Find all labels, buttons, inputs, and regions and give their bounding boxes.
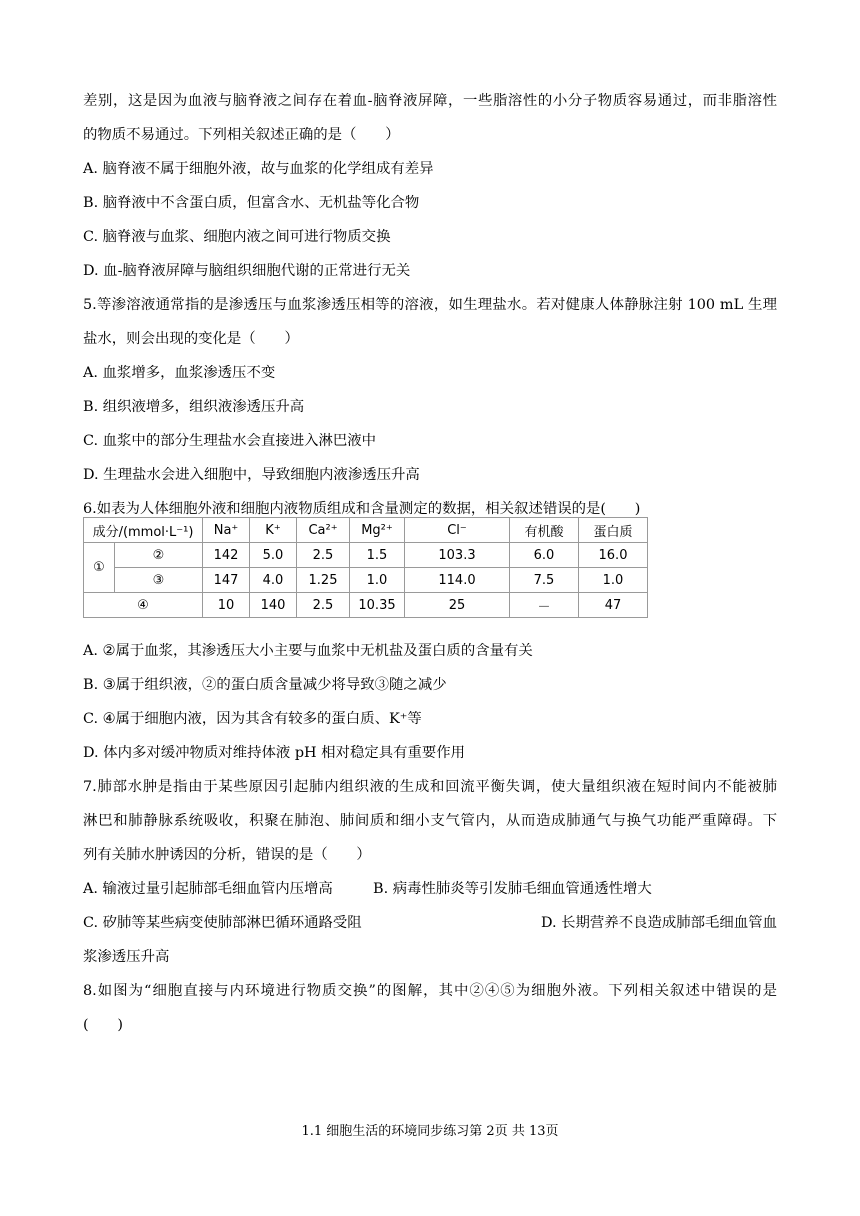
table-row [84, 593, 648, 618]
table-cell: 4.0 [250, 568, 297, 593]
table-header-cell: Cl⁻ [405, 518, 510, 543]
q7-option-d-continued: 浆渗透压升高 [83, 949, 170, 965]
table-cell: 114.0 [405, 568, 510, 593]
table-cell: 10.35 [350, 593, 405, 618]
q6-option-a: A. ②属于血浆，其渗透压大小主要与血浆中无机盐及蛋白质的含量有关 [83, 643, 533, 659]
q7-option-d: D. 长期营养不良造成肺部毛细血管血 [540, 915, 777, 931]
table-row-label: ③ [115, 568, 203, 593]
table-header-cell: Mg²⁺ [350, 518, 405, 543]
table-cell: 2.5 [297, 543, 350, 568]
q7-option-a: A. 输液过量引起肺部毛细血管内压增高 [83, 881, 333, 897]
q5-option-c: C. 血浆中的部分生理盐水会直接进入淋巴液中 [83, 433, 377, 449]
q7-stem-line-2: 淋巴和肺静脉系统吸收，积聚在肺泡、肺间质和细小支气管内，从而造成肺通气与换气功能严重障碍。下 [83, 813, 777, 829]
q4-stem-line-2: 的物质不易通过。下列相关叙述正确的是（ ） [83, 127, 400, 143]
q6-stem: 6.如表为人体细胞外液和细胞内液物质组成和含量测定的数据，相关叙述错误的是( ) [83, 501, 641, 517]
q7-stem-line-1: 7.肺部水肿是指由于某些原因引起肺内组织液的生成和回流平衡失调，使大量组织液在短时间内不能被肺 [83, 779, 777, 795]
table-cell: 47 [579, 593, 648, 618]
q4-option-d: D. 血-脑脊液屏障与脑组织细胞代谢的正常进行无关 [83, 263, 411, 279]
table-header-cell: Ca²⁺ [297, 518, 350, 543]
table-header-cell: 蛋白质 [579, 518, 648, 543]
table-row [84, 543, 648, 568]
q4-option-a: A. 脑脊液不属于细胞外液，故与血浆的化学组成有差异 [83, 161, 434, 177]
table-header-row [84, 518, 648, 543]
q5-stem-line-1: 5.等渗溶液通常指的是渗透压与血浆渗透压相等的溶液，如生理盐水。若对健康人体静脉注射 100 mL 生理 [83, 297, 777, 313]
q6-option-d: D. 体内多对缓冲物质对维持体液 pH 相对稳定具有重要作用 [83, 745, 466, 761]
table-header-cell: Na⁺ [203, 518, 250, 543]
table-cell: 1.0 [350, 568, 405, 593]
table-cell: 103.3 [405, 543, 510, 568]
table-cell: 10 [203, 593, 250, 618]
table-group-label: ① [84, 543, 115, 593]
table-cell: 5.0 [250, 543, 297, 568]
q7-options-row-1 [83, 879, 777, 899]
table-cell: － [510, 593, 579, 618]
q4-option-b: B. 脑脊液中不含蛋白质，但富含水、无机盐等化合物 [83, 195, 420, 211]
q7-stem-line-3: 列有关肺水肿诱因的分析，错误的是（ ） [83, 847, 371, 863]
page-footer: 1.1 细胞生活的环境同步练习第 2页 共 13页 [301, 1124, 559, 1139]
table-cell: 142 [203, 543, 250, 568]
q4-stem-line-1: 差别，这是因为血液与脑脊液之间存在着血-脑脊液屏障，一些脂溶性的小分子物质容易通过，而非脂溶性 [83, 93, 777, 109]
q7-option-c: C. 矽肺等某些病变使肺部淋巴循环通路受阻 [83, 915, 362, 931]
table-row [84, 568, 648, 593]
q5-option-a: A. 血浆增多，血浆渗透压不变 [83, 365, 276, 381]
table-cell: 6.0 [510, 543, 579, 568]
table-cell: 16.0 [579, 543, 648, 568]
table-cell: 7.5 [510, 568, 579, 593]
table-cell: 1.0 [579, 568, 648, 593]
table-header-cell: 成分/(mmol·L⁻¹) [84, 518, 203, 543]
table-cell: 1.5 [350, 543, 405, 568]
q4-option-c: C. 脑脊液与血浆、细胞内液之间可进行物质交换 [83, 229, 391, 245]
table-header-cell: 有机酸 [510, 518, 579, 543]
q8-stem-line-2: ( ) [83, 1017, 124, 1033]
q7-option-b: B. 病毒性肺炎等引发肺毛细血管通透性增大 [373, 881, 652, 897]
q7-options-row-2 [83, 913, 777, 933]
table-cell: 140 [250, 593, 297, 618]
q5-option-d: D. 生理盐水会进入细胞中，导致细胞内液渗透压升高 [83, 467, 420, 483]
q6-option-c: C. ④属于细胞内液，因为其含有较多的蛋白质、K⁺等 [83, 711, 422, 727]
q6-option-b: B. ③属于组织液，②的蛋白质含量减少将导致③随之减少 [83, 677, 447, 693]
q8-stem-line-1: 8.如图为“细胞直接与内环境进行物质交换”的图解，其中②④⑤为细胞外液。下列相关叙述中错误的是 [83, 983, 777, 999]
table-cell: 25 [405, 593, 510, 618]
table-cell: 147 [203, 568, 250, 593]
q5-stem-line-2: 盐水，则会出现的变化是（ ） [83, 331, 299, 347]
table-header-cell: K⁺ [250, 518, 297, 543]
table-row-label: ④ [84, 593, 203, 618]
table-cell: 2.5 [297, 593, 350, 618]
table-cell: 1.25 [297, 568, 350, 593]
q5-option-b: B. 组织液增多，组织液渗透压升高 [83, 399, 305, 415]
table-row-label: ② [115, 543, 203, 568]
composition-table [83, 517, 648, 618]
